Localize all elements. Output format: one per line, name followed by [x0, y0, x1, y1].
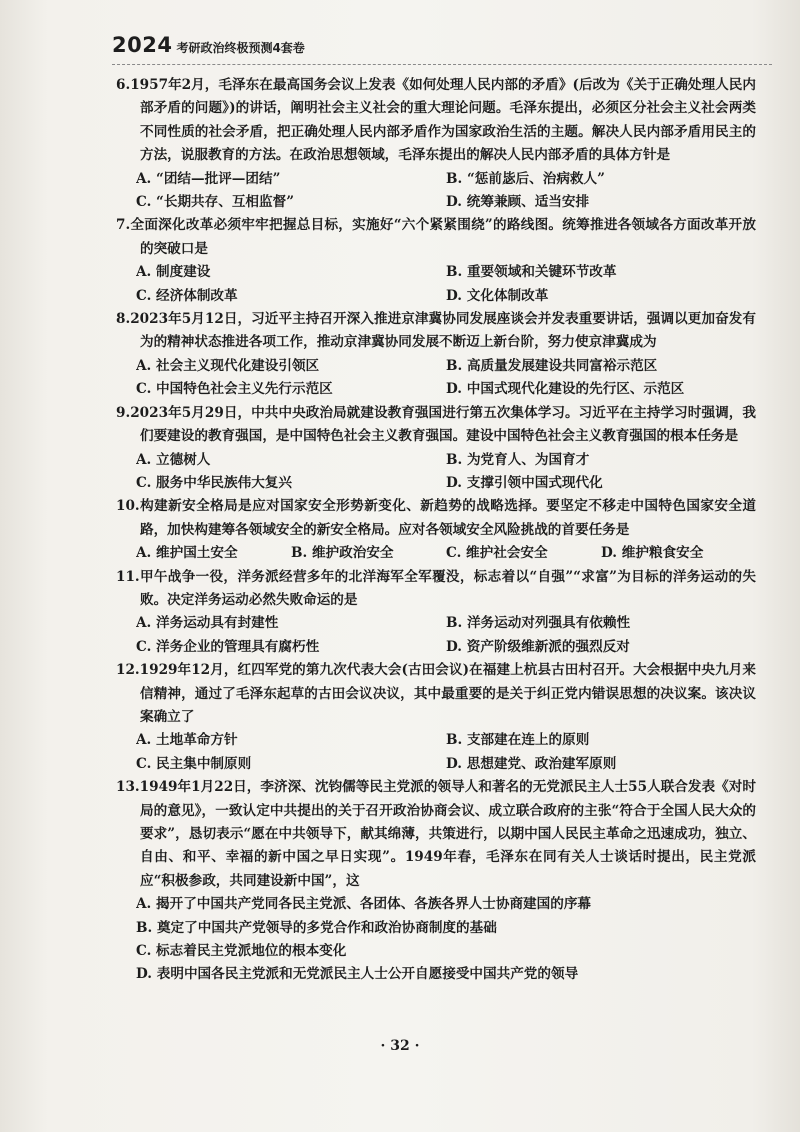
option-c: C. 民主集中制原则 — [136, 755, 252, 772]
option-b: B. 洋务运动对列强具有依赖性 — [446, 615, 631, 632]
options — [116, 168, 756, 215]
question-number: 9. — [116, 404, 131, 421]
question-stem: 1929年12月，红四军党的第九次代表大会(古田会议)在福建上杭县古田村召开。大会根据中央九月来信精神，通过了毛泽东起草的古田会议决议，其中最重要的是关于纠正党内错误思想的决议案。该决议案确立了 — [139, 662, 756, 725]
option-b: B. 支部建在连上的原则 — [446, 732, 590, 749]
question-13 — [116, 776, 756, 987]
option-b: B. 高质量发展建设共同富裕示范区 — [446, 357, 658, 374]
option-d: D. 表明中国各民主党派和无党派民主人士公开自愿接受中国共产党的领导 — [136, 966, 579, 983]
question-list — [116, 74, 756, 987]
options — [116, 729, 756, 776]
option-d: D. 支撑引领中国式现代化 — [446, 474, 603, 491]
page-number: · 32 · — [380, 1038, 420, 1054]
question-stem: 1949年1月22日，李济深、沈钧儒等民主党派的领导人和著名的无党派民主人士55人联合发表《对时局的意见》，一致认定中共提出的关于召开政治协商会议、成立联合政府的主张“符合于全国人民大众的要求”，恳切表示“愿在中共领导下，献其绵薄，共策进行，以期中国人民民主革命之迅速成功，独立、自由、和平、幸福的新中国之早日实现”。1949年春，毛泽东在同有关人士谈话时提出，民主党派应“积极参政，共同建设新中国”，这 — [139, 779, 756, 889]
header-title: 考研政治终极预测4套卷 — [176, 40, 305, 55]
option-c: C. 中国特色社会主义先行示范区 — [136, 381, 333, 398]
option-b: B. 重要领域和关键环节改革 — [446, 264, 617, 281]
question-11 — [116, 566, 756, 660]
option-d: D. 维护粮食安全 — [601, 545, 704, 562]
option-a: A. 土地革命方针 — [136, 732, 238, 749]
option-a: A. 制度建设 — [136, 264, 211, 281]
question-stem: 全面深化改革必须牢牢把握总目标，实施好“六个紧紧围绕”的路线图。统筹推进各领域各方面改革开放的突破口是 — [130, 217, 756, 257]
option-b: B. 维护政治安全 — [291, 545, 394, 562]
question-stem: 1957年2月，毛泽东在最高国务会议上发表《如何处理人民内部的矛盾》(后改为《关于正确处理人民内部矛盾的问题》)的讲话，阐明社会主义社会的重大理论问题。毛泽东提出，必须区分社会主义社会两类不同性质的社会矛盾，把正确处理人民内部矛盾作为国家政治生活的主题。解决人民内部矛盾用民主的方法，说服教育的方法。在政治思想领域，毛泽东提出的解决人民内部矛盾的具体方针是 — [130, 77, 756, 164]
option-c: C. 标志着民主党派地位的根本变化 — [136, 943, 347, 960]
question-6 — [116, 74, 756, 214]
option-a: A. 揭开了中国共产党同各民主党派、各团体、各族各界人士协商建国的序幕 — [136, 896, 592, 913]
options — [116, 542, 756, 565]
question-stem: 甲午战争一役，洋务派经营多年的北洋海军全军覆没，标志着以“自强”“求富”为目标的洋务运动的失败。决定洋务运动必然失败命运的是 — [139, 568, 756, 608]
option-c: C. 维护社会安全 — [446, 545, 548, 562]
question-12 — [116, 659, 756, 776]
question-7 — [116, 214, 756, 308]
option-a: A. 洋务运动具有封建性 — [136, 615, 279, 632]
question-10 — [116, 495, 756, 565]
question-number: 7. — [116, 217, 131, 234]
option-c: C. 服务中华民族伟大复兴 — [136, 474, 292, 491]
question-number: 6. — [116, 77, 131, 93]
options — [116, 355, 756, 402]
options — [116, 261, 756, 308]
question-number: 13. — [116, 779, 140, 796]
question-number: 12. — [116, 662, 140, 679]
option-a: A. “团结—批评—团结” — [136, 170, 281, 187]
option-c: C. 洋务企业的管理具有腐朽性 — [136, 638, 320, 655]
option-a: A. 立德树人 — [136, 451, 211, 468]
question-number: 8. — [116, 311, 131, 328]
option-a: A. 社会主义现代化建设引领区 — [136, 357, 320, 374]
option-d: D. 文化体制改革 — [446, 287, 549, 304]
page-header — [112, 32, 305, 58]
question-stem: 构建新安全格局是应对国家安全形势新变化、新趋势的战略选择。要坚定不移走中国特色国家安全道路，加快构建筹各领域安全的新安全格局。应对各领域安全风险挑战的首要任务是 — [139, 498, 756, 538]
option-a: A. 维护国土安全 — [136, 545, 238, 562]
option-d: D. 统筹兼顾、适当安排 — [446, 194, 590, 211]
option-b: B. 为党育人、为国育才 — [446, 451, 590, 468]
option-c: C. 经济体制改革 — [136, 287, 238, 304]
options — [116, 893, 756, 987]
options — [116, 612, 756, 659]
options — [116, 449, 756, 496]
option-c: C. “长期共存、互相监督” — [136, 194, 295, 211]
question-stem: 2023年5月12日，习近平主持召开深入推进京津冀协同发展座谈会并发表重要讲话，强调以更加奋发有为的精神状态推进各项工作，推动京津冀协同发展不断迈上新台阶，努力使京津冀成为 — [130, 311, 756, 351]
option-b: B. “惩前毖后、治病救人” — [446, 170, 605, 187]
question-9 — [116, 402, 756, 496]
header-year: 2024 — [112, 33, 173, 57]
question-8 — [116, 308, 756, 402]
question-number: 11. — [116, 568, 140, 585]
question-number: 10. — [116, 498, 140, 515]
question-stem: 2023年5月29日，中共中央政治局就建设教育强国进行第五次集体学习。习近平在主持学习时强调，我们要建设的教育强国，是中国特色社会主义教育强国。建设中国特色社会主义教育强国的根本任务是 — [130, 404, 756, 445]
option-d: D. 中国式现代化建设的先行区、示范区 — [446, 381, 685, 398]
option-b: B. 奠定了中国共产党领导的多党合作和政治协商制度的基础 — [136, 919, 497, 936]
option-d: D. 资产阶级维新派的强烈反对 — [446, 638, 630, 655]
header-divider — [112, 64, 772, 65]
option-d: D. 思想建党、政治建军原则 — [446, 755, 617, 772]
